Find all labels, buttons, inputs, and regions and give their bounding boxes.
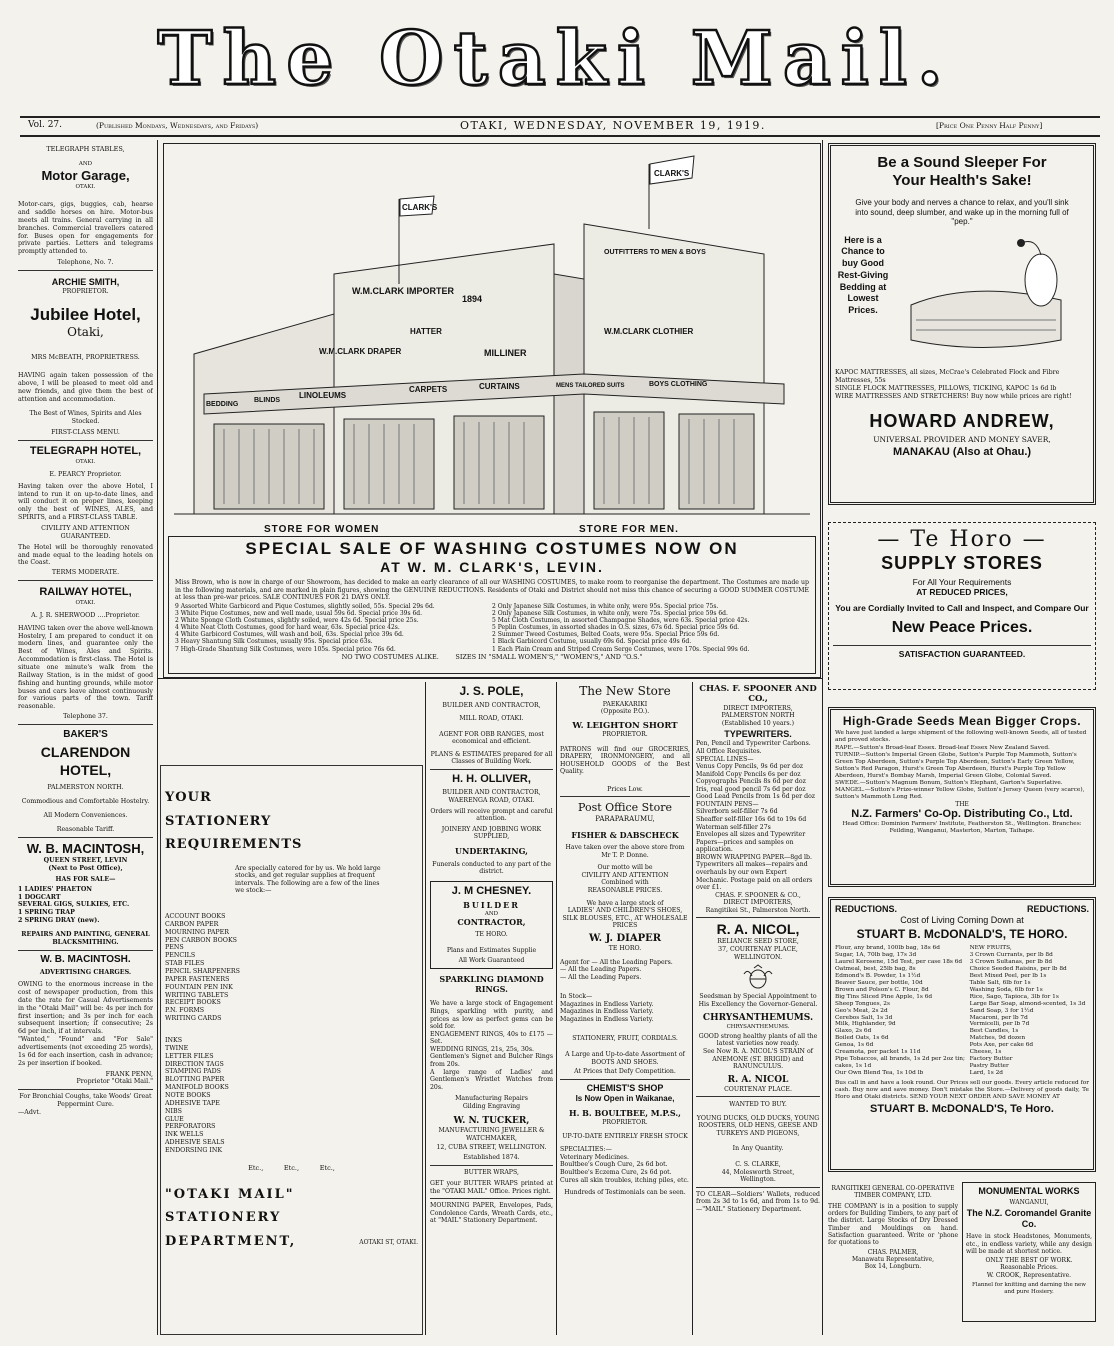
store-for-women: STORE FOR WOMEN bbox=[264, 524, 380, 535]
diaper-boots: A Large and Up-to-date Assortment of BOOTS AND SHOES. bbox=[565, 1051, 685, 1066]
olliver-text: Orders will receive prompt and careful attention. bbox=[430, 807, 553, 823]
mourning-text: MOURNING PAPER, Envelopes, Pads, Condolence Cards, Wreath Cards, etc., at "MAIL" Stationery Department. bbox=[430, 1202, 553, 1225]
sign-clarks-right: CLARK'S bbox=[654, 169, 690, 178]
testimonials: Hundreds of Testimonials can be seen. bbox=[564, 1189, 686, 1197]
sleeper-heading-1: Be a Sound Sleeper For bbox=[877, 154, 1047, 171]
nicol-heading: R. A. NICOL, bbox=[716, 921, 800, 938]
sound-sleeper-ad bbox=[828, 143, 1096, 505]
dept-line-1: "OTAKI MAIL" bbox=[165, 1186, 295, 1202]
reductions-right: REDUCTIONS. bbox=[1026, 904, 1089, 914]
stationery-items-1: ACCOUNT BOOKS CARBON PAPER MOURNING PAPER PEN CARBON BOOKS PENS PENCILS STAB FILES PENCIL SHARPENERS PAPER FASTENERS FOUNTAIN PEN INK WRITING TABLETS RECEIPT BOOKS P.N. FORMS WRITING CARDS bbox=[165, 912, 240, 1023]
sleeper-text: Give your body and nerves a chance to relax, and you'll sink into sound, deep slumber, and wake up in the morning full of "pep." bbox=[855, 198, 1069, 227]
sparkling-rings-heading: SPARKLING DIAMOND RINGS. bbox=[439, 973, 544, 994]
has-for-sale: HAS FOR SALE— bbox=[55, 875, 116, 883]
chemist-shop-heading: CHEMIST'S SHOP bbox=[586, 1082, 664, 1093]
ladies-shoes: LADIES' AND CHILDREN'S SHOES, SILK BLOUSES, ETC., AT WHOLESALE PRICES bbox=[562, 907, 688, 930]
spooner-direct: DIRECT IMPORTERS, bbox=[723, 704, 793, 712]
telegraph-hotel-heading: TELEGRAPH HOTEL, bbox=[29, 445, 142, 458]
sign-mens: MENS TAILORED SUITS bbox=[556, 383, 625, 389]
reductions-list-right: NEW FRUITS, 3 Crown Currants, per lb 8d 3 Crown Sultanas, per lb 8d Choice Seeded Raisins, per lb 8d Best Mixed Peel, per lb 1s Table Salt, 6lb for 1s Washing Soda, 6lb for 1s Rice, Sago, Tapioca, 3lb for 1s Large Bar Soap, almond-scented, 1s 3d Sand Soap, 3 for 1½d Macaroni, per lb 7d Vermicelli, per lb 7d Best Candles, 1s Matches, 9d dozen Pots Axe, per cake 6d Cheese, 1s Factory Butter Pastry Butter Lard, 1s 2d bbox=[969, 944, 1086, 1077]
otaki-text: OTAKI. bbox=[75, 184, 96, 191]
telegraph-text: Having taken over the above Hotel, I intend to run it on up-to-date lines, and will conduct it on proper lines, keeping only the best of WINES, ALES, and SPIRITS, and a FIRST-CLASS TABLE. bbox=[18, 482, 153, 522]
leighton-proprietor: PROPRIETOR. bbox=[602, 731, 648, 739]
reductions-ad bbox=[828, 897, 1096, 1172]
flannel-footnote: Flannel for knitting and darning the new and pure Hosiery. bbox=[972, 1282, 1086, 1295]
proprietor-text: PROPRIETOR. bbox=[62, 288, 109, 296]
chesney-heading: J. M CHESNEY. bbox=[451, 884, 532, 897]
boultbee-proprietor: PROPRIETOR. bbox=[602, 1119, 648, 1127]
macintosh-footer: W. B. MACINTOSH. bbox=[40, 953, 131, 965]
wines-text: The Best of Wines, Spirits and Ales Stocked. bbox=[29, 409, 142, 425]
telegraph-stables-heading: TELEGRAPH STABLES, bbox=[46, 145, 125, 153]
leighton-short: W. LEIGHTON SHORT bbox=[572, 720, 678, 731]
sign-curtains: CURTAINS bbox=[479, 382, 520, 391]
chrysanthemums-sub: CHRYSANTHEMUMS. bbox=[726, 1024, 790, 1031]
chesney-builder: BUILDER bbox=[463, 900, 520, 911]
olliver-sub: BUILDER AND CONTRACTOR, WAERENGA ROAD, OTAKI. bbox=[442, 789, 541, 804]
clarendon-location: PALMERSTON NORTH. bbox=[47, 784, 124, 792]
post-office-store-heading: Post Office Store bbox=[577, 801, 672, 815]
sign-carpets: CARPETS bbox=[409, 385, 448, 394]
butter-wraps-text: GET your BUTTER WRAPS printed at the "OTAKI MAIL" Office. Prices right. bbox=[430, 1180, 553, 1195]
pearcy-proprietor: E. PEARCY Proprietor. bbox=[49, 470, 122, 478]
and-text: AND bbox=[78, 161, 93, 168]
timber-ad bbox=[828, 1185, 958, 1335]
now-open: Is Now Open in Waikanae, bbox=[575, 1093, 675, 1103]
royal-crest-icon bbox=[738, 964, 778, 990]
diaper-te-horo: TE HORO. bbox=[608, 944, 642, 952]
stationery-intro: Are specially catered for by us. We hold large stocks, and get regular supplies at frequent intervals. The following are a few of the lines we stock:— bbox=[235, 864, 381, 895]
seeds-heading: High-Grade Seeds Mean Bigger Crops. bbox=[842, 714, 1082, 728]
chesney-guaranteed: All Work Guaranteed bbox=[458, 957, 525, 965]
clarks-intro: Miss Brown, who is now in charge of our Showroom, has decided to make an early clearance of all our WASHING COSTUMES, to make room to reorganise the department. The Costumes are made up in the following materials, and are marked in plain figures, showing the GENUINE REDUCTIONS. Residents of Otaki and District should not miss this chance of securing a GOOD SUMMER COSTUME at less than pre-war prices. SALE CONTINUES FOR 21 DAYS ONLY. bbox=[175, 579, 809, 602]
undertaking-heading: UNDERTAKING, bbox=[455, 845, 528, 856]
courtenay-footer: COURTENAY PLACE. bbox=[724, 1085, 792, 1093]
requirements-text: REQUIREMENTS bbox=[165, 837, 303, 853]
typewriters-text: Pen, Pencil and Typewriter Carbons. All Office Requisites. SPECIAL LINES— Venus Copy Pencils, 9s 6d per doz Manifold Copy Pencils 6s per doz Copyographs Pencils 8s 6d per doz Iris, real good pencil 7s 6d per doz Good Lead Pencils from 1s 6d per doz FOUNTAIN PENS— Silverborn self-filler 7s 6d Sheaffer self-filler 16s 6d to 19s 6d Waterman self-filler 27s Envelopes all sizes and Typewriter Papers—prices and samples on application. BROWN WRAPPING PAPER—8gd lb. Typewriters all makes—repairs and overhauls by our own Expert Mechanic. Postage paid on all orders over £1. bbox=[696, 740, 816, 892]
railway-otaki: OTAKI. bbox=[75, 599, 96, 606]
palmer-name: CHAS. PALMER, bbox=[867, 1248, 919, 1256]
queen-street: QUEEN STREET, LEVIN bbox=[43, 857, 128, 865]
the-text: THE bbox=[955, 801, 969, 809]
prices-defy: At Prices that Defy Competition. bbox=[574, 1068, 676, 1076]
sleeper-heading-2: Your Health's Sake! bbox=[892, 172, 1032, 189]
stationery-text: STATIONERY bbox=[165, 813, 272, 829]
howard-andrew: HOWARD ANDREW, bbox=[869, 411, 1055, 432]
dateline bbox=[24, 119, 1098, 133]
manufacturing-text: Manufacturing Repairs Gilding Engraving bbox=[455, 1095, 528, 1110]
timber-text: THE COMPANY is in a position to supply orders for Building Timbers, to any part of the district. Large Stocks of Dry Dressed Timber and Mouldings on hand. Satisfaction guaranteed. Write or 'phone for quotations to bbox=[828, 1202, 958, 1247]
sign-importer: W.M.CLARK IMPORTER bbox=[352, 286, 454, 296]
chrysanthemums-text: GOOD strong healthy plants of all the latest varieties now ready. See Now R. A. NICOL'S STRAIN of ANEMONE (ST. BRIGID) and RANUNCULUS. bbox=[698, 1032, 818, 1071]
te-horo-supply-ad bbox=[828, 522, 1096, 690]
specialties: SPECIALTIES:— Veterinary Medicines. Boultbee's Cough Cure, 2s 6d bot. Boultbee's Eczema Cure, 2s 6d pot. Cures all skin troubles, itching piles, etc. bbox=[560, 1146, 689, 1184]
large-stock: We have a large stock of bbox=[586, 899, 664, 907]
motor-garage-heading: Motor Garage, bbox=[41, 168, 130, 183]
wanted-to-buy: WANTED TO BUY. bbox=[729, 1101, 787, 1109]
clarks-list-right: 2 Only Japanese Silk Costumes, in white only, were 95s. Special price 75s. 2 Only Japanese Silk Costumes, in white only, were 75s. Special price 59s 6d. 5 Mat Cloth Costumes, in assorted Champagne Shades, were 63s. Special price 42s. 5 Peplin Costumes, in assorted shades in O.S. sizes, 67s 6d. Special price 59s 6d. 2 Summer Tweed Costumes, Belted Coats, were 95s. Special Price 59s 6d. 1 Black Garbicord Costume, usually 69s 6d. Special price 49s 6d. 1 Each Plain Cream and Striped Cream Serge Costumes, were 170s. Special 99s 6d. bbox=[492, 602, 750, 653]
price: [Price One Penny Half Penny] bbox=[936, 121, 1043, 130]
mcbeath-proprietress: MRS McBEATH, PROPRIETRESS. bbox=[31, 354, 140, 362]
column-1 bbox=[18, 145, 153, 1340]
pole-heading: J. S. POLE, bbox=[459, 684, 524, 698]
supply-stores-heading: SUPPLY STORES bbox=[881, 553, 1043, 574]
monumental-reasonable: Reasonable Prices. bbox=[1000, 1264, 1058, 1272]
sale-items: 1 LADIES' PHAETON 1 DOGCART SEVERAL GIGS, SULKIES, ETC. 1 SPRING TRAP 2 SPRING DRAY (new). bbox=[18, 885, 130, 925]
seedsman-text: Seedsman by Special Appointment to His Excellency the Governor-General. bbox=[698, 993, 818, 1008]
sign-boys: BOYS CLOTHING bbox=[649, 381, 708, 388]
macintosh-heading: W. B. MACINTOSH, bbox=[26, 840, 145, 856]
chesney-plans: Plans and Estimates Supplie bbox=[446, 946, 537, 954]
sign-year: 1894 bbox=[462, 294, 483, 304]
mill-road: MILL ROAD, OTAKI. bbox=[459, 715, 524, 723]
nicol-courtenay: 37, COURTENAY PLACE, bbox=[718, 945, 798, 953]
monumental-heading: MONUMENTAL WORKS bbox=[978, 1186, 1080, 1196]
pole-plans: PLANS & ESTIMATES prepared for all Classes of Building Work. bbox=[430, 750, 553, 766]
motor-garage-text: Motor-cars, gigs, buggies, cab, hearse and saddle horses on hire. Motor-bus meets all trains. General carrying in all branches. Commercial travellers catered for. Buses open for engagements for private parties. Letters and telegrams promptly attended to. bbox=[18, 201, 153, 256]
pole-text: AGENT FOR OBB RANGES, most economical and efficient. bbox=[439, 730, 544, 746]
pole-sub: BUILDER AND CONTRACTOR, bbox=[442, 701, 541, 709]
for-all-requirements: For All Your Requirements bbox=[912, 576, 1012, 587]
cost-of-living: Cost of Living Coming Down at bbox=[900, 914, 1024, 925]
renovated-text: The Hotel will be thoroughly renovated and made equal to the leading hotels on the Coast. bbox=[18, 543, 153, 567]
bedding-chance: Here is a Chance to buy Good Rest-Giving Bedding at Lowest Prices. bbox=[837, 234, 889, 315]
masthead-title: The Otaki Mail. bbox=[157, 16, 953, 102]
jubilee-hotel-heading: Jubilee Hotel, bbox=[30, 305, 141, 325]
coromandel-granite: The N.Z. Coromandel Granite Co. bbox=[966, 1208, 1092, 1230]
seeds-ad bbox=[828, 707, 1096, 887]
typewriters-heading: TYPEWRITERS. bbox=[724, 729, 792, 740]
farmers-coop: N.Z. Farmers' Co-Op. Distributing Co., Ltd. bbox=[851, 808, 1073, 821]
rings-text: We have a large stock of Engagement Rings, sparkling with purity, and prices as low as perfect gems can be sold for. ENGAGEMENT RINGS, 40s to £175 —Set. WEDDING RINGS, 21s, 25s, 30s. Gentlemen's Signet and Bulcher Rings from 20s. A large range of Ladies' and Gentlemen's Wristlet Watches from 20s. bbox=[430, 1000, 553, 1091]
store-for-men: STORE FOR MEN. bbox=[579, 524, 679, 535]
funerals-text: Funerals conducted to any part of the district. bbox=[432, 860, 551, 876]
nicol-footer: R. A. NICOL bbox=[727, 1074, 789, 1085]
sign-blinds: BLINDS bbox=[254, 397, 281, 404]
diaper-in-stock: In Stock— Magazines in Endless Variety. Magazines in Endless Variety. Magazines in Endless Variety. bbox=[560, 993, 654, 1023]
archie-smith: ARCHIE SMITH, bbox=[51, 277, 120, 287]
civility-text: CIVILITY AND ATTENTION GUARANTEED. bbox=[41, 525, 130, 540]
clarks-footer: NO TWO COSTUMES ALIKE. SIZES IN "SMALL WOMEN'S," "WOMEN'S," AND "O.S." bbox=[341, 652, 643, 661]
telephone-text: Telephone, No. 7. bbox=[57, 259, 114, 267]
bedding-illustration bbox=[891, 235, 1081, 365]
tucker-established: Established 1874. bbox=[463, 1153, 520, 1161]
railway-hotel-heading: RAILWAY HOTEL, bbox=[39, 586, 132, 599]
chesney-contractor: CONTRACTOR, bbox=[457, 916, 526, 927]
frank-penn: FRANK PENN, bbox=[105, 1070, 153, 1078]
fresh-stock: UP-TO-DATE ENTIRELY FRESH STOCK bbox=[562, 1132, 688, 1140]
stuart-mcdonald-heading: STUART B. McDONALD'S, TE HORO. bbox=[856, 926, 1068, 941]
jubilee-otaki: Otaki, bbox=[67, 325, 104, 340]
olliver-heading: H. H. OLLIVER, bbox=[452, 773, 531, 785]
sherwood-proprietor: A. J. R. SHERWOOD ....Proprietor. bbox=[31, 611, 140, 619]
clarendon-hotel-heading: CLARENDON HOTEL, bbox=[40, 744, 131, 778]
tariff-text: Reasonable Tariff. bbox=[56, 826, 115, 834]
motto-text: Our motto will be bbox=[597, 864, 653, 872]
leighton-text: PATRONS will find our GROCERIES, DRAPERY, IRONMONGERY, and all HOUSEHOLD GOODS of the Best Quality. bbox=[560, 745, 690, 776]
sign-hatter: HATTER bbox=[410, 327, 442, 336]
spooner-heading: CHAS. F. SPOONER AND CO., bbox=[699, 684, 817, 705]
sign-clothier: W.M.CLARK CLOTHIER bbox=[604, 327, 694, 336]
reductions-cta: Bus call in and have a look round. Our Prices sell our goods. Every article reduced for cash. Buy now and save money. Don't mistake the Store.—Delivery of goods daily, Te Horo and Otaki districts. SEND YOUR NEXT ORDER AND SAVE MONEY AT bbox=[835, 1080, 1089, 1100]
masthead bbox=[150, 12, 960, 107]
stationery-etc: Etc., Etc., Etc., bbox=[248, 1163, 335, 1172]
commodious-text: Commodious and Comfortable Hostelry. bbox=[21, 798, 150, 806]
next-po: (Next to Post Office), bbox=[48, 865, 123, 873]
sign-linoleums: LINOLEUMS bbox=[299, 391, 347, 400]
sign-draper: W.M.CLARK DRAPER bbox=[319, 347, 402, 356]
frank-penn-title: Proprietor "Otaki Mail." bbox=[76, 1078, 153, 1086]
butter-wraps-heading: BUTTER WRAPS, bbox=[464, 1168, 519, 1176]
boultbee-heading: H. B. BOULTBEE, M.P.S., bbox=[569, 1108, 681, 1119]
te-horo-heading: — Te Horo — bbox=[877, 527, 1047, 552]
publication-days: (Published Mondays, Wednesdays, and Fridays) bbox=[96, 121, 259, 130]
clarks-store-illustration bbox=[164, 144, 820, 524]
reduced-prices: AT REDUCED PRICES, bbox=[916, 587, 1008, 598]
crook-representative: W. CROOK, Representative. bbox=[986, 1271, 1072, 1279]
clarke-address: 44, Molesworth Street, Wellington. bbox=[721, 1168, 795, 1184]
new-store-heading: The New Store bbox=[579, 684, 671, 698]
palmer-sub: Manawatu Representative, Box 14, Longburn. bbox=[851, 1255, 935, 1271]
jubilee-text: HAVING again taken possession of the above, I will be pleased to meet old and new friends, and give them the best of attention and accommodation. bbox=[18, 372, 153, 403]
wanganui: WANGANUI, bbox=[1009, 1198, 1049, 1206]
soldiers-wallets: TO CLEAR—Soldiers' Wallets, reduced from 2s 3d to 1s 6d, and from 1s to 9d.—"MAIL" Stationery Department. bbox=[696, 1190, 820, 1213]
terms-text: TERMS MODERATE. bbox=[51, 569, 120, 577]
joinery-text: JOINERY AND JOBBING WORK SUPPLIED, bbox=[441, 825, 542, 841]
sign-bedding: BEDDING bbox=[206, 401, 239, 408]
satisfaction-guaranteed: SATISFACTION GUARANTEED. bbox=[833, 645, 1091, 659]
paraparaumu: PARAPARAUMU, bbox=[595, 814, 655, 823]
sign-outfitters: OUTFITTERS TO MEN & BOYS bbox=[604, 249, 706, 256]
diaper-agent: Agent for — All the Leading Papers. — All the Leading Papers. — All the Leading Papers. bbox=[560, 958, 673, 981]
stationery-advertisement bbox=[160, 765, 423, 1335]
manakau: MANAKAU (Also at Ohau.) bbox=[892, 446, 1032, 459]
dept-line-3: DEPARTMENT, bbox=[165, 1233, 297, 1249]
monumental-ad bbox=[962, 1182, 1096, 1322]
clarks-list-left: 9 Assorted White Garbicord and Pique Costumes, slightly soiled, 55s. Special 29s 6d. 3 White Pique Costumes, new and well made, usual 59s 6d. Special price 39s 6d. 2 White Sponge Cloth Costumes, slightly soiled, were 42s 6d. Special price 25s. 4 White Neat Cloth Costumes, good for hard wear, 63s. Special price 42s. 4 White Garbicord Costumes, will wash and boil, 63s. Special price 39s 6d. 3 Heavy Shantung Silk Costumes, usually 95s. Special price 63s. 7 High-Grade Shantung Silk Costumes, were 105s. Special price 76s 6d. bbox=[175, 602, 435, 653]
stuart-mcdonald-footer: STUART B. McDONALD'S, Te Horo. bbox=[870, 1102, 1054, 1115]
cordially-invited: You are Cordially Invited to Call and Inspect, and Compare Our bbox=[835, 603, 1089, 614]
fisher-dabscheck: FISHER & DABSCHECK bbox=[571, 830, 679, 841]
dept-line-2: STATIONERY bbox=[165, 1210, 282, 1226]
chesney-and: AND bbox=[484, 910, 499, 917]
civility-attention: CIVILITY AND ATTENTION bbox=[581, 871, 669, 879]
railway-text: HAVING taken over the above well-known Hostelry, I am prepared to conduct it on modern lines, and guarantee only the Best of Wines, Ales and Spirits. Accommodation is first-class. The Hotel is situate one minute's walk from the Railway Station, is in the midst of good fishing and hunting grounds, while motor buses and cars leave almost continuously for various parts of the town. Tariff reasonable. bbox=[18, 624, 153, 711]
bakers-text: BAKER'S bbox=[63, 728, 108, 740]
clarke-heading: C. S. CLARKE, bbox=[735, 1161, 781, 1169]
advertising-text: OWING to the enormous increase in the cost of newspaper production, from this date the rate for Casual Advertisements in the "Otaki Mail" will be: 4s per inch for first insertion; and 3s per inch for each subsequent insertion; if consecutive; 2s 6d per inch, if at intervals. "Wanted," "Found" and "For Sale" advertisements (not exceeding 25 words), 1s 6d for each insertion, cash in advance; 2s per insertion if booked. bbox=[18, 981, 153, 1067]
fisher-text: Have taken over the above store from Mr T. P. Donne. bbox=[565, 844, 685, 859]
telegraph-otaki: OTAKI. bbox=[75, 458, 96, 465]
column-3 bbox=[430, 684, 553, 1334]
modern-conveniences: All Modern Conveniences. bbox=[43, 812, 128, 820]
tucker-heading: W. N. TUCKER, bbox=[453, 1116, 530, 1127]
clarks-headline-2: AT W. M. CLARK'S, LEVIN. bbox=[380, 559, 604, 576]
seeds-text: We have just landed a large shipment of the following well-known Seeds, all of tested and proved stocks. RAPE.—Sutton's Broad-leaf Essex. Broad-leaf Essex New Zealand Saved. TURNIP.—Sutton's Imperial Green Globe, Sutton's Purple Top Mammoth, Sutton's Green Top Aberdeen, Sutton's Purple Top Aberdeen, Sutton's Early Green Yellow, Sutton's Red Paragon, Hurst's Green Top Aberdeen, Hurst's Purple Top Yellow Aberdeen, Hurst's Bombay Marsh, Imperial Green Globe, Colonial Saved. SWEDE.—Sutton's Magnum Bonum, Sutton's Elephant, Garton's Superlative. MANGEL.—Sutton's Prize-winner Yellow Globe, Sutton's Jersey Queen (very scarce), Sutton's Mammoth Long Red. bbox=[835, 730, 1087, 800]
sign-milliner: MILLINER bbox=[484, 348, 527, 358]
tucker-address: 12, CUBA STREET, WELLINGTON. bbox=[436, 1144, 547, 1152]
sign-clarks-left: CLARK'S bbox=[402, 203, 438, 212]
clarks-advertisement bbox=[163, 143, 821, 678]
tucker-sub: MANUFACTURING JEWELLER & WATCHMAKER, bbox=[438, 1127, 545, 1142]
monumental-text: Have in stock Headstones, Monuments, etc., in endless variety, while any design will be made at shortest notice. bbox=[966, 1233, 1092, 1255]
diaper-heading: W. J. DIAPER bbox=[588, 932, 662, 944]
repairs-text: REPAIRS AND PAINTING, GENERAL BLACKSMITHING. bbox=[21, 931, 150, 946]
clarks-headline-1: SPECIAL SALE OF WASHING COSTUMES NOW ON bbox=[245, 539, 739, 558]
first-class-menu: FIRST-CLASS MENU. bbox=[51, 429, 120, 437]
paekakariki: PAEKAKARIKI bbox=[602, 700, 648, 708]
head-office: Head Office: Dominion Farmers' Institute, Featherston St., Wellington. Branches: Feilding, Wanganui, Masterton, Marton, Taihape. bbox=[842, 821, 1082, 835]
volume: Vol. 27. bbox=[28, 120, 63, 130]
rangitikei-heading: RANGITIKEI GENERAL CO-OPERATIVE TIMBER COMPANY, LTD. bbox=[831, 1185, 955, 1200]
wanted-text: YOUNG DUCKS, OLD DUCKS, YOUNG ROOSTERS, OLD HENS, GEESE AND TURKEYS AND PIGEONS, bbox=[696, 1114, 820, 1137]
nicol-wellington: WELLINGTON. bbox=[733, 953, 783, 961]
universal-provider: UNIVERSAL PROVIDER AND MONEY SAVER, bbox=[873, 435, 1051, 445]
diaper-stationery: STATIONERY, FRUIT, CORDIALS. bbox=[572, 1035, 678, 1043]
spooner-footer: CHAS. F. SPOONER & CO., DIRECT IMPORTERS, Rangitikei St., Palmerston North. bbox=[705, 891, 811, 914]
reductions-left: REDUCTIONS. bbox=[835, 904, 898, 914]
opposite-po: (Opposite P.O.). bbox=[600, 708, 650, 716]
combined-with: Combined with bbox=[601, 879, 649, 887]
prices-low: Prices Low. bbox=[607, 785, 643, 793]
stationery-items-2: INKS TWINE LETTER FILES DIRECTION TAGS STAMPING PADS BLOTTING PAPER MANIFOLD BOOKS NOTE BOOKS ADHESIVE TAPE NIBS GLUE PERFORATORS INK WELLS ADHESIVE SEALS ENDORSING INK bbox=[165, 1037, 229, 1155]
spooner-established: (Established 10 years.) bbox=[721, 719, 795, 727]
date: OTAKI, WEDNESDAY, NOVEMBER 19, 1919. bbox=[460, 119, 766, 132]
advertising-charges-heading: ADVERTISING CHARGES. bbox=[39, 969, 132, 977]
new-peace-prices: New Peace Prices. bbox=[891, 618, 1033, 636]
chesney-te-horo: TE HORO. bbox=[475, 931, 508, 939]
your-text: YOUR bbox=[165, 790, 212, 805]
reasonable-prices: REASONABLE PRICES. bbox=[587, 886, 663, 894]
bronchial-text: For Bronchial Coughs, take Woods' Great Peppermint Cure. bbox=[19, 1093, 152, 1109]
any-quantity: In Any Quantity. bbox=[732, 1145, 784, 1153]
chrysanthemums-heading: CHRYSANTHEMUMS. bbox=[702, 1013, 814, 1024]
column-4 bbox=[560, 684, 690, 1334]
advt-text: —Advt. bbox=[18, 1109, 41, 1116]
reliance-seed: RELIANCE SEED STORE, bbox=[717, 938, 799, 946]
stationery-address: AOTAKI ST, OTAKI. bbox=[359, 1239, 418, 1247]
spooner-palmerston: PALMERSTON NORTH bbox=[721, 712, 795, 720]
only-best: ONLY THE BEST OF WORK. bbox=[985, 1257, 1073, 1265]
railway-telephone: Telephone 37. bbox=[63, 713, 108, 721]
reductions-list-left: Flour, any brand, 100lb bag, 18s 6d Sugar, 1A, 70lb bag, 17s 3d Laurel Kerosene, 15d Test, per case 18s 6d Oatmeal, best, 25lb bag, 8s Edmond's B. Powder, 1s 1½d Beaver Sauce, per bottle, 10d Brown and Polson's C. Flour, 8d Big Tins Sliced Pine Apple, 1s 6d Sheep Tongues, 2s Geo's Meat, 2s 2d Cerebos Salt, 1s 3d Milk, Highlander, 9d Glaxo, 2s 6d Boiled Oats, 1s 6d Genoa, 1s 6d Creamota, per packet 1s 11d Pipe Tobaccos, all brands, 1s 2d per 2oz tin; cakes, 1s 1d Our Own Blend Tea, 1s 10d lb bbox=[835, 944, 965, 1077]
column-5 bbox=[696, 684, 820, 1334]
kapoc-text: KAPOC MATTRESSES, all sizes, McCrae's Celebrated Flock and Fibre Mattresses, 55s SINGLE FLOCK MATTRESSES, PILLOWS, TICKING, KAPOC 1s 6d lb WIRE MATTRESSES AND STRETCHERS! Buy now while prices are right! bbox=[835, 368, 1072, 401]
